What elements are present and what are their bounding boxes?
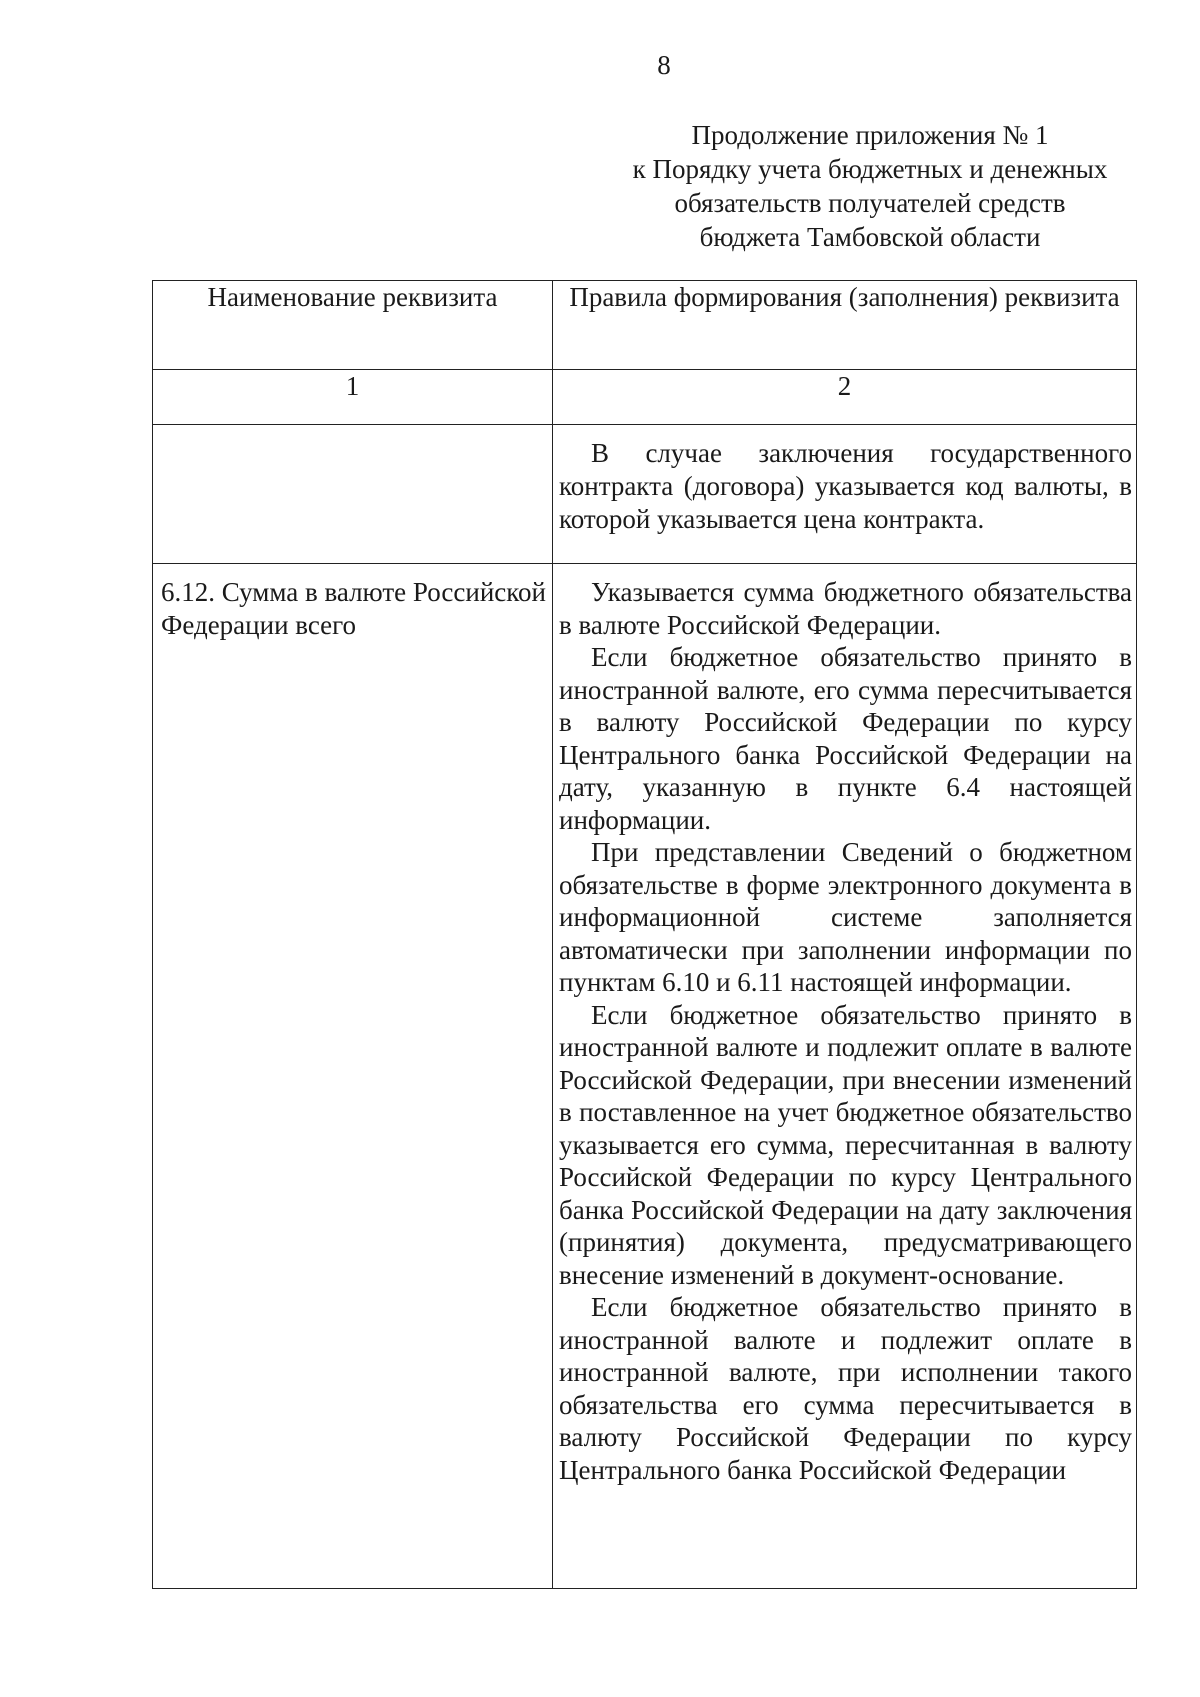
table-column-numbers-row <box>153 370 1137 425</box>
requisite-rules-cell <box>553 425 1137 564</box>
appendix-header-line: бюджета Тамбовской области <box>699 222 1041 252</box>
column-header-name: Наименование реквизита <box>153 281 553 370</box>
column-header-rules: Правила формирования (заполнения) реквизита <box>553 281 1137 370</box>
table-header-row <box>153 281 1137 370</box>
requisite-name-cell <box>153 425 553 564</box>
table-row <box>153 564 1137 1589</box>
requisite-name-cell <box>153 564 553 1589</box>
rules-paragraph: Указывается сумма бюджетного обязательства в валюте Российской Федерации. <box>559 577 1132 640</box>
appendix-header-line: Продолжение приложения № 1 <box>691 120 1049 150</box>
requisite-rules-cell <box>553 564 1137 1589</box>
page-number-text: 8 <box>657 50 671 80</box>
rules-paragraph: При представлении Сведений о бюджетном обязательстве в форме электронного документа в информационной системе заполняется автоматически при заполнении информации по пунктам 6.10 и 6.11 настоящей информации. <box>559 837 1132 997</box>
appendix-header-line: обязательств получателей средств <box>674 188 1066 218</box>
requisite-name: 6.12. Сумма в валюте Российской Федерации всего <box>161 577 546 640</box>
rules-paragraph: Если бюджетное обязательство принято в иностранной валюте и подлежит оплате в валюте Российской Федерации, при внесении изменений в поставленное на учет бюджетное обязательство указывается его сумма, пересчитанная в валюту Российской Федерации по курсу Центрального банка Российской Федерации на дату заключения (принятия) документа, предусматривающего внесение изменений в документ-основание. <box>559 999 1132 1290</box>
rules-paragraph: Если бюджетное обязательство принято в иностранной валюте, его сумма пересчитывается в валюту Российской Федерации по курсу Центрального банка Российской Федерации на дату, указанную в пункте 6.4 настоящей информации. <box>559 642 1132 835</box>
requisites-table <box>152 280 1137 1589</box>
rules-paragraph: В случае заключения государственного контракта (договора) указывается код валюты, в которой указывается цена контракта. <box>559 438 1132 534</box>
appendix-header <box>600 118 1140 254</box>
rules-paragraph: Если бюджетное обязательство принято в иностранной валюте и подлежит оплате в иностранной валюте, при исполнении такого обязательства его сумма пересчитывается в валюту Российской Федерации по курсу Центрального банка Российской Федерации <box>559 1292 1132 1485</box>
column-number: 2 <box>553 370 1137 425</box>
appendix-header-line: к Порядку учета бюджетных и денежных <box>632 154 1108 184</box>
column-number: 1 <box>153 370 553 425</box>
table-row <box>153 425 1137 564</box>
